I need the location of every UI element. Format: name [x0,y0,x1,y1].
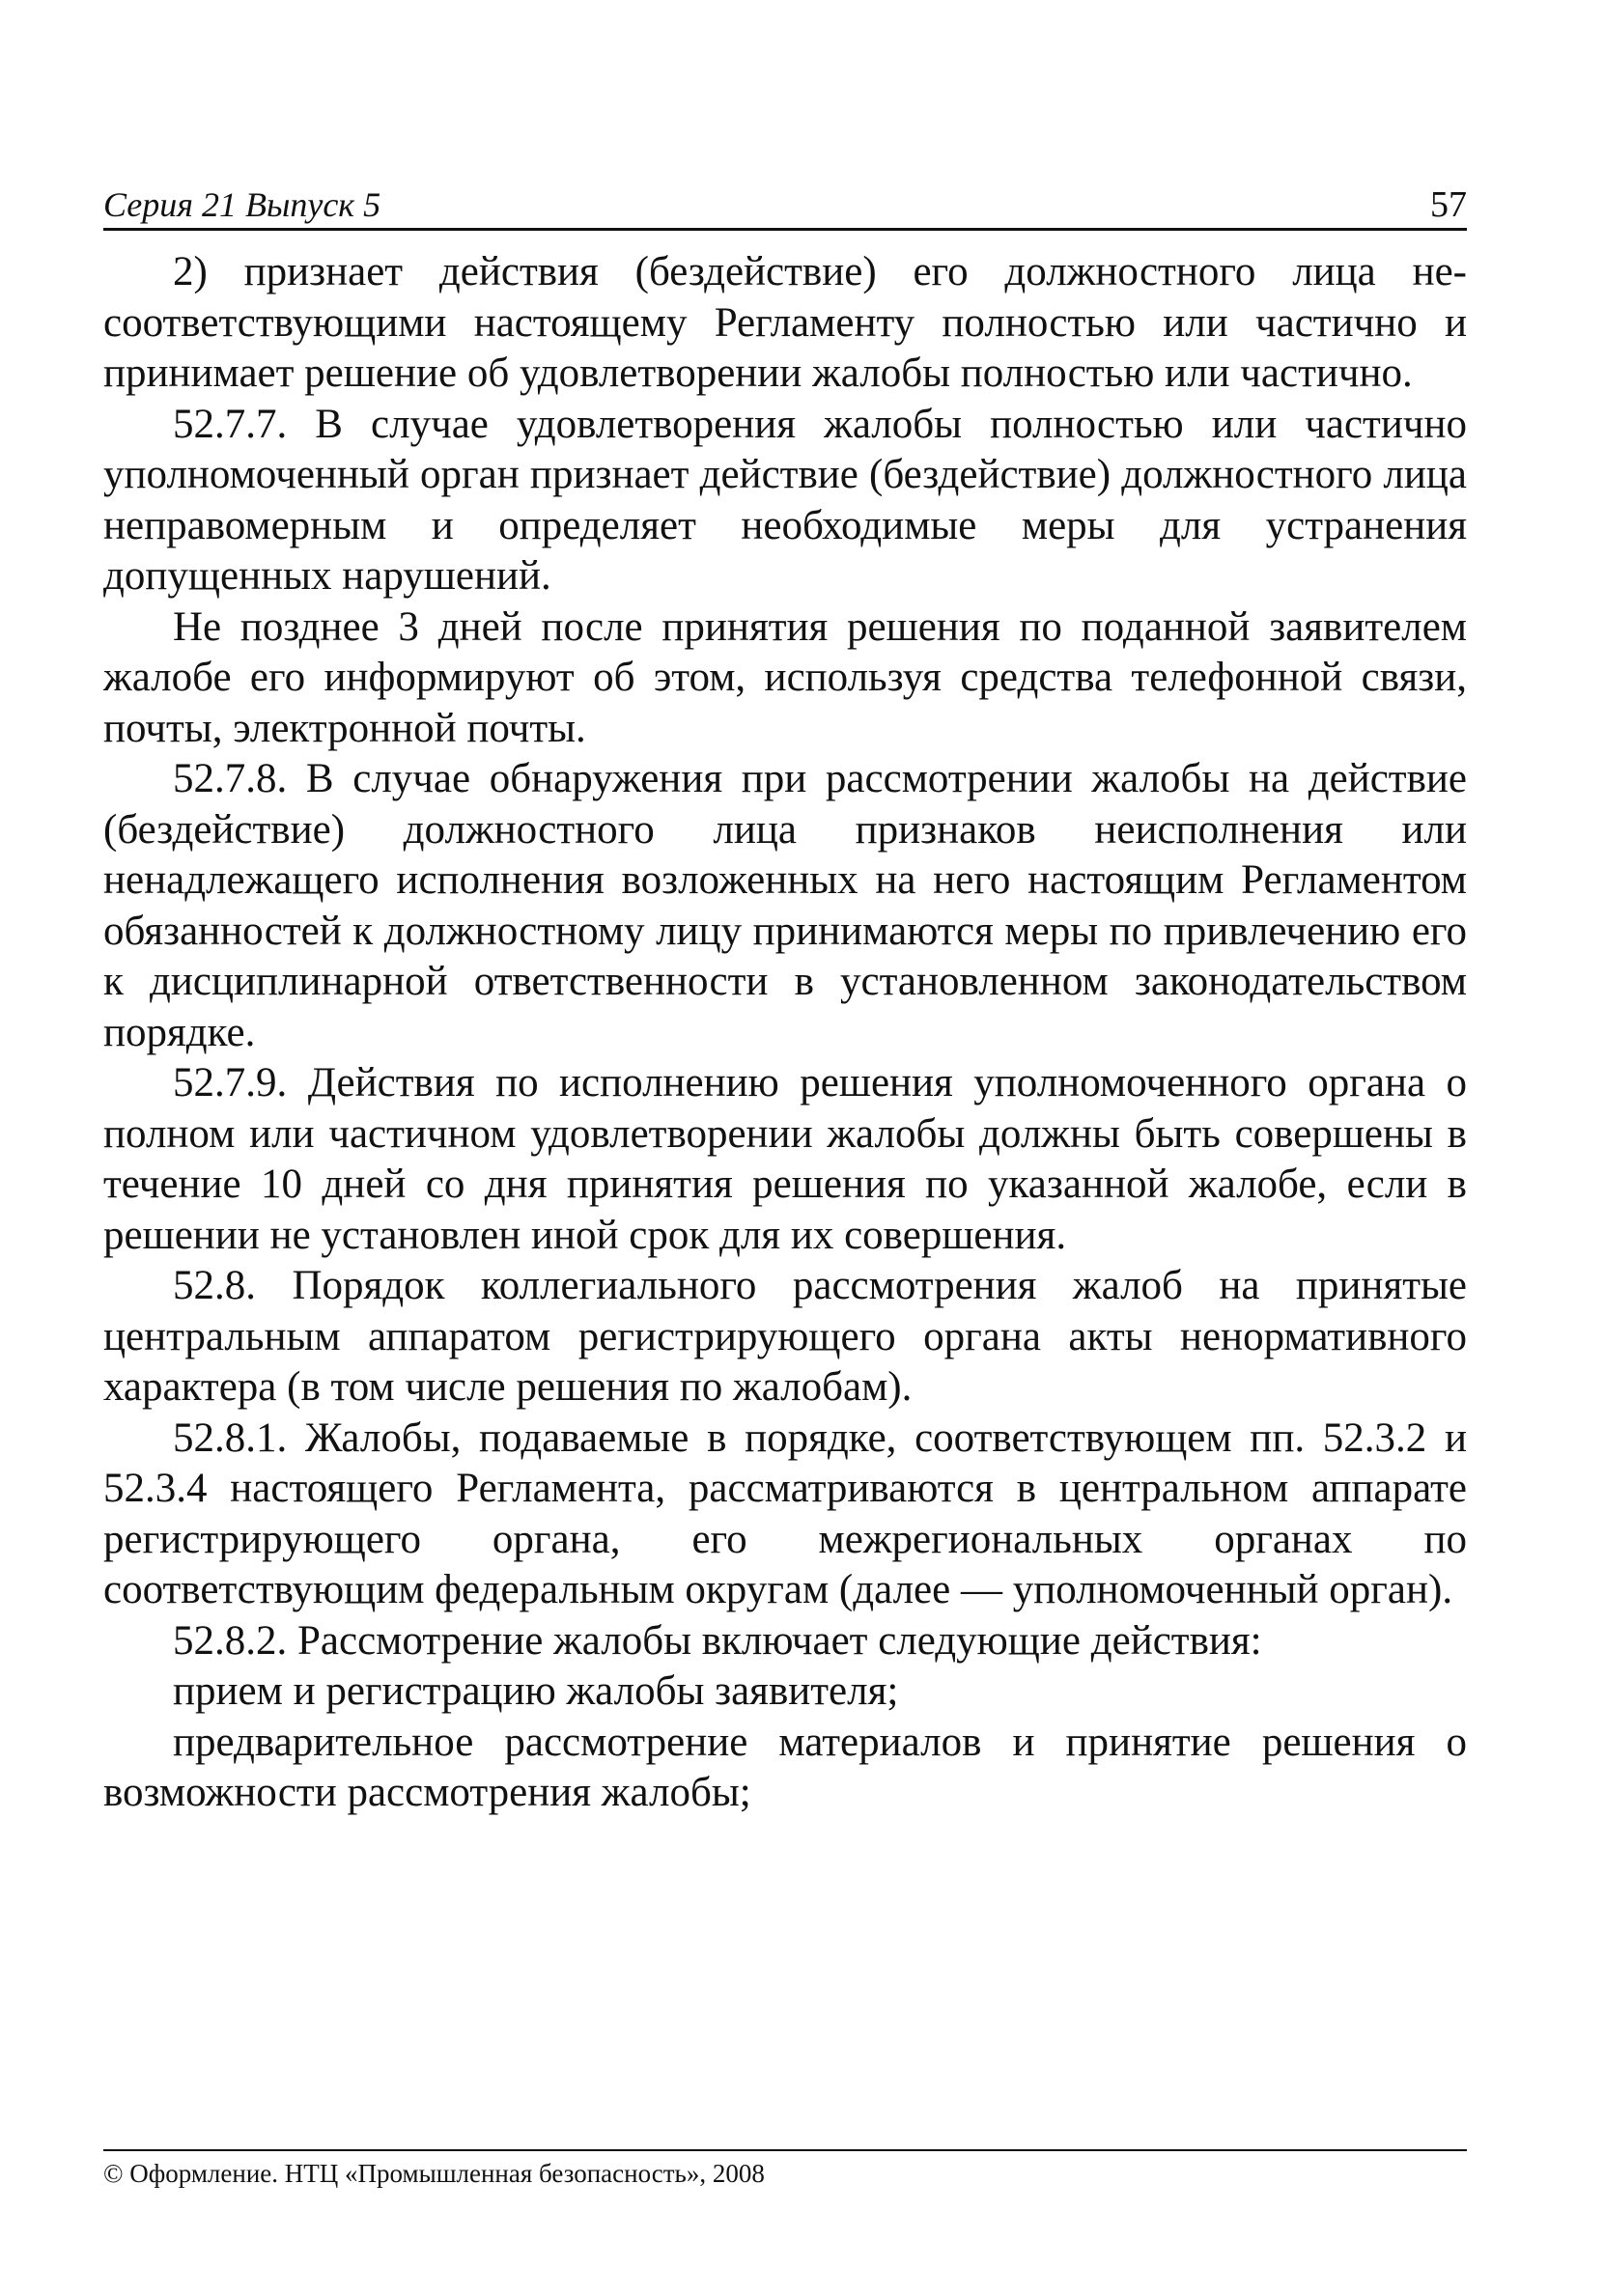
paragraph-reception: прием и регистрацию жалобы заявителя; [173,1668,899,1714]
paragraph-52-8: 52.8. Порядок коллегиального рассмотрения жалоб на принятые центральным аппаратом регистрирующего органа акты ненормативного характера (в том числе решения по жалобам). [103,1263,1467,1410]
paragraph-52-7-8: 52.7.8. В случае обнаружения при рассмотрении жалобы на действие (бездействие) должностного лица признаков неисполнения или ненадлежащего исполнения возложенных на него настоящим Регламентом обязанностей к должностному лицу принимаются меры по привлечению его к дисциплинарной ответственности в установленном законодательством порядке. [103,756,1467,1055]
paragraph-item-2: 2) признает действия (бездействие) его должностного лица несоответствующими настоящему Регламенту полностью или частично и принимает решение об удовлетворении жалобы полностью или частично. [103,249,1467,396]
page-footer [103,2149,1467,2190]
paragraph-52-7-7: 52.7.7. В случае удовлетворения жалобы полностью или частично уполномоченный орган признает действие (бездействие) должностного лица неправомерным и определяет необходимые меры для устранения допущенных нарушений. [103,401,1467,599]
paragraph-52-7-9: 52.7.9. Действия по исполнению решения уполномоченного органа о полном или частичном удовлетворении жалобы должны быть совершены в течение 10 дней со дня принятия решения по указанной жалобе, если в решении не установлен иной срок для их совершения. [103,1060,1467,1258]
paragraph-52-8-2: 52.8.2. Рассмотрение жалобы включает следующие действия: [173,1617,1262,1664]
page-body [103,247,1467,1819]
page-number: 57 [1430,184,1467,225]
paragraph-52-8-1: 52.8.1. Жалобы, подаваемые в порядке, соответствующем пп. 52.3.2 и 52.3.4 настоящего Регламента, рассматриваются в центральном аппарате регистрирующего органа, его межрегиональных органах по соответствующим федеральным округам (далее — уполномоченный орган). [103,1414,1467,1612]
paragraph-preliminary-review: предварительное рассмотрение материалов и принятие решения о возможности рассмотрения жалобы; [103,1719,1467,1815]
copyright-text: © Оформление. НТЦ «Промышленная безопасность», 2008 [103,2159,765,2188]
paragraph-notification: Не позднее 3 дней после принятия решения по поданной заявителем жалобе его информируют об этом, используя средства телефонной связи, почты, электронной почты. [103,603,1467,751]
series-title: Серия 21 Выпуск 5 [103,185,381,224]
page-header [103,184,1467,231]
